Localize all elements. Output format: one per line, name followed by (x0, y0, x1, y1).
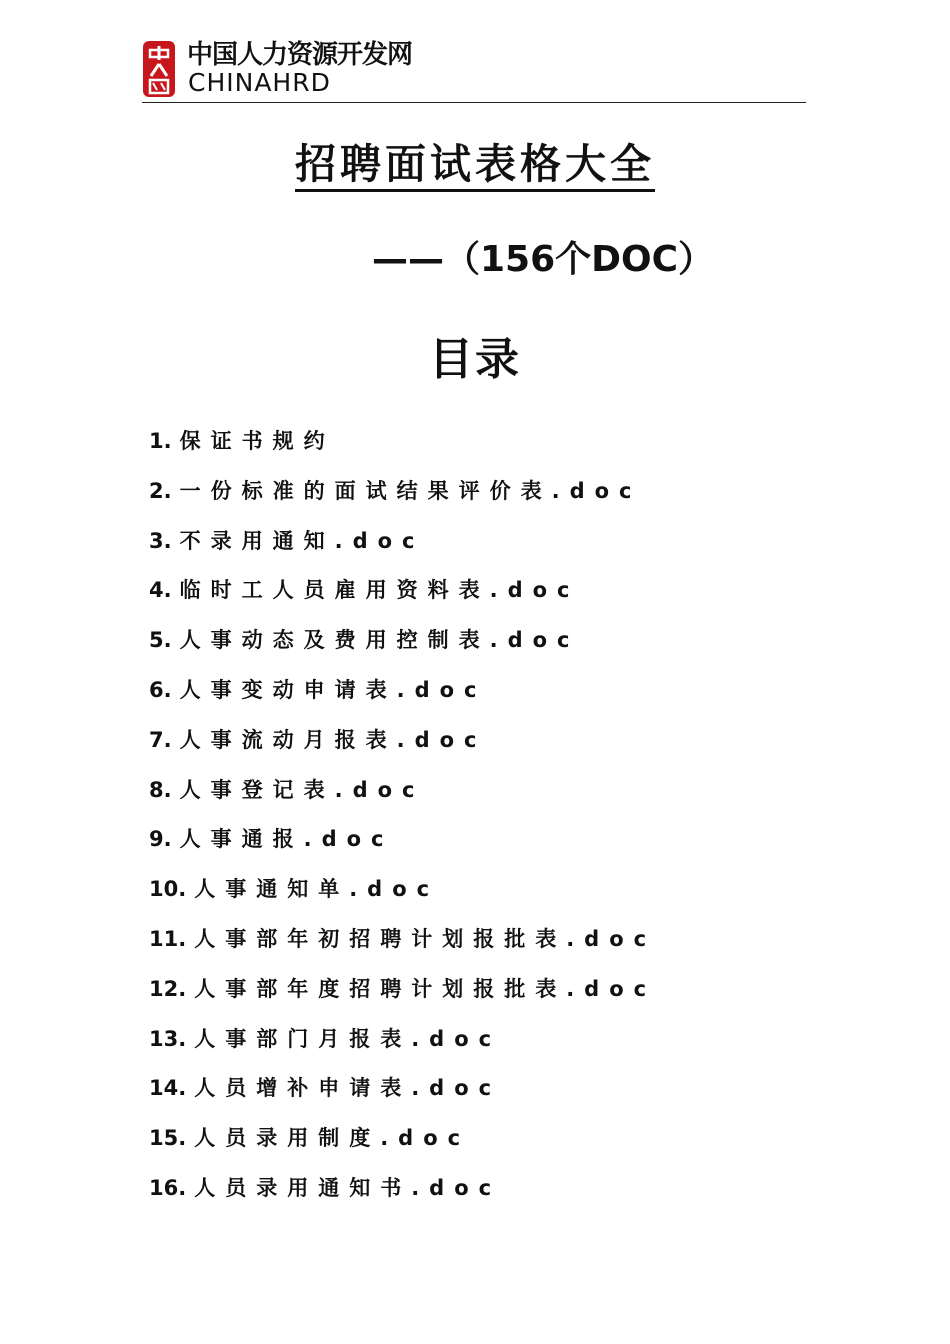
page-title-text: 招聘面试表格大全 (295, 140, 655, 192)
toc-item[interactable] (149, 1071, 656, 1121)
toc-item-number: 1. (149, 429, 172, 453)
chinahrd-seal-logo (142, 40, 176, 98)
toc-item[interactable] (149, 723, 656, 773)
toc-item-title: 人事部年初招聘计划报批表.doc (194, 926, 657, 951)
toc-item-number: 5. (149, 628, 172, 653)
toc-item[interactable] (149, 623, 656, 673)
toc-item[interactable] (149, 1171, 656, 1221)
toc-item[interactable] (149, 1121, 656, 1171)
toc-item-title: 人事部门月报表.doc (194, 1026, 502, 1051)
toc-item-number: 9. (149, 827, 172, 852)
toc-item[interactable] (149, 972, 656, 1022)
toc-item[interactable] (149, 474, 656, 524)
toc-item-title: 人员录用通知书.doc (194, 1175, 502, 1200)
toc-item-number: 3. (149, 528, 172, 553)
toc-item-number: 11. (149, 926, 187, 951)
toc-item-title: 人事变动申请表.doc (179, 677, 487, 702)
toc-item[interactable] (149, 773, 656, 823)
toc-item[interactable] (149, 922, 656, 972)
toc-item-title: 临时工人员雇用资料表.doc (179, 578, 580, 603)
toc-item[interactable] (149, 524, 656, 574)
page-header (142, 38, 806, 103)
toc-item-title: 人事通知单.doc (194, 877, 440, 902)
toc-item-number: 14. (149, 1076, 187, 1101)
toc-item-title: 一份标准的面试结果评价表.doc (179, 478, 642, 503)
toc-item-number: 12. (149, 976, 187, 1001)
toc-item-title: 保证书规约 (179, 429, 335, 453)
toc-item-title: 人事动态及费用控制表.doc (179, 628, 580, 653)
toc-heading: 目录 (429, 334, 521, 385)
toc-item-number: 7. (149, 727, 172, 752)
toc-item[interactable] (149, 573, 656, 623)
page-subtitle: ——（156个DOC） (372, 239, 715, 280)
table-of-contents (149, 424, 656, 1221)
toc-item-number: 13. (149, 1026, 187, 1051)
toc-item[interactable] (149, 1022, 656, 1072)
logo-english-name: CHINAHRD (188, 68, 331, 97)
logo-chinese-name: 中国人力资源开发网 (187, 40, 413, 70)
toc-item[interactable] (149, 424, 656, 474)
toc-item[interactable] (149, 822, 656, 872)
toc-item-number: 10. (149, 877, 187, 902)
toc-item-number: 4. (149, 578, 172, 603)
toc-item-title: 人事部年度招聘计划报批表.doc (194, 976, 657, 1001)
toc-item-number: 15. (149, 1126, 187, 1151)
toc-item-title: 人员录用制度.doc (194, 1126, 471, 1151)
toc-item-title: 人事流动月报表.doc (179, 727, 487, 752)
toc-item[interactable] (149, 872, 656, 922)
page-title (0, 137, 950, 191)
toc-item[interactable] (149, 673, 656, 723)
toc-item-title: 人员增补申请表.doc (194, 1076, 502, 1101)
toc-item-number: 8. (149, 777, 172, 802)
toc-item-number: 6. (149, 677, 172, 702)
toc-item-title: 不录用通知.doc (179, 528, 425, 553)
toc-item-title: 人事登记表.doc (179, 777, 425, 802)
toc-item-number: 16. (149, 1175, 187, 1200)
toc-item-number: 2. (149, 478, 172, 503)
toc-item-title: 人事通报.doc (179, 827, 394, 852)
